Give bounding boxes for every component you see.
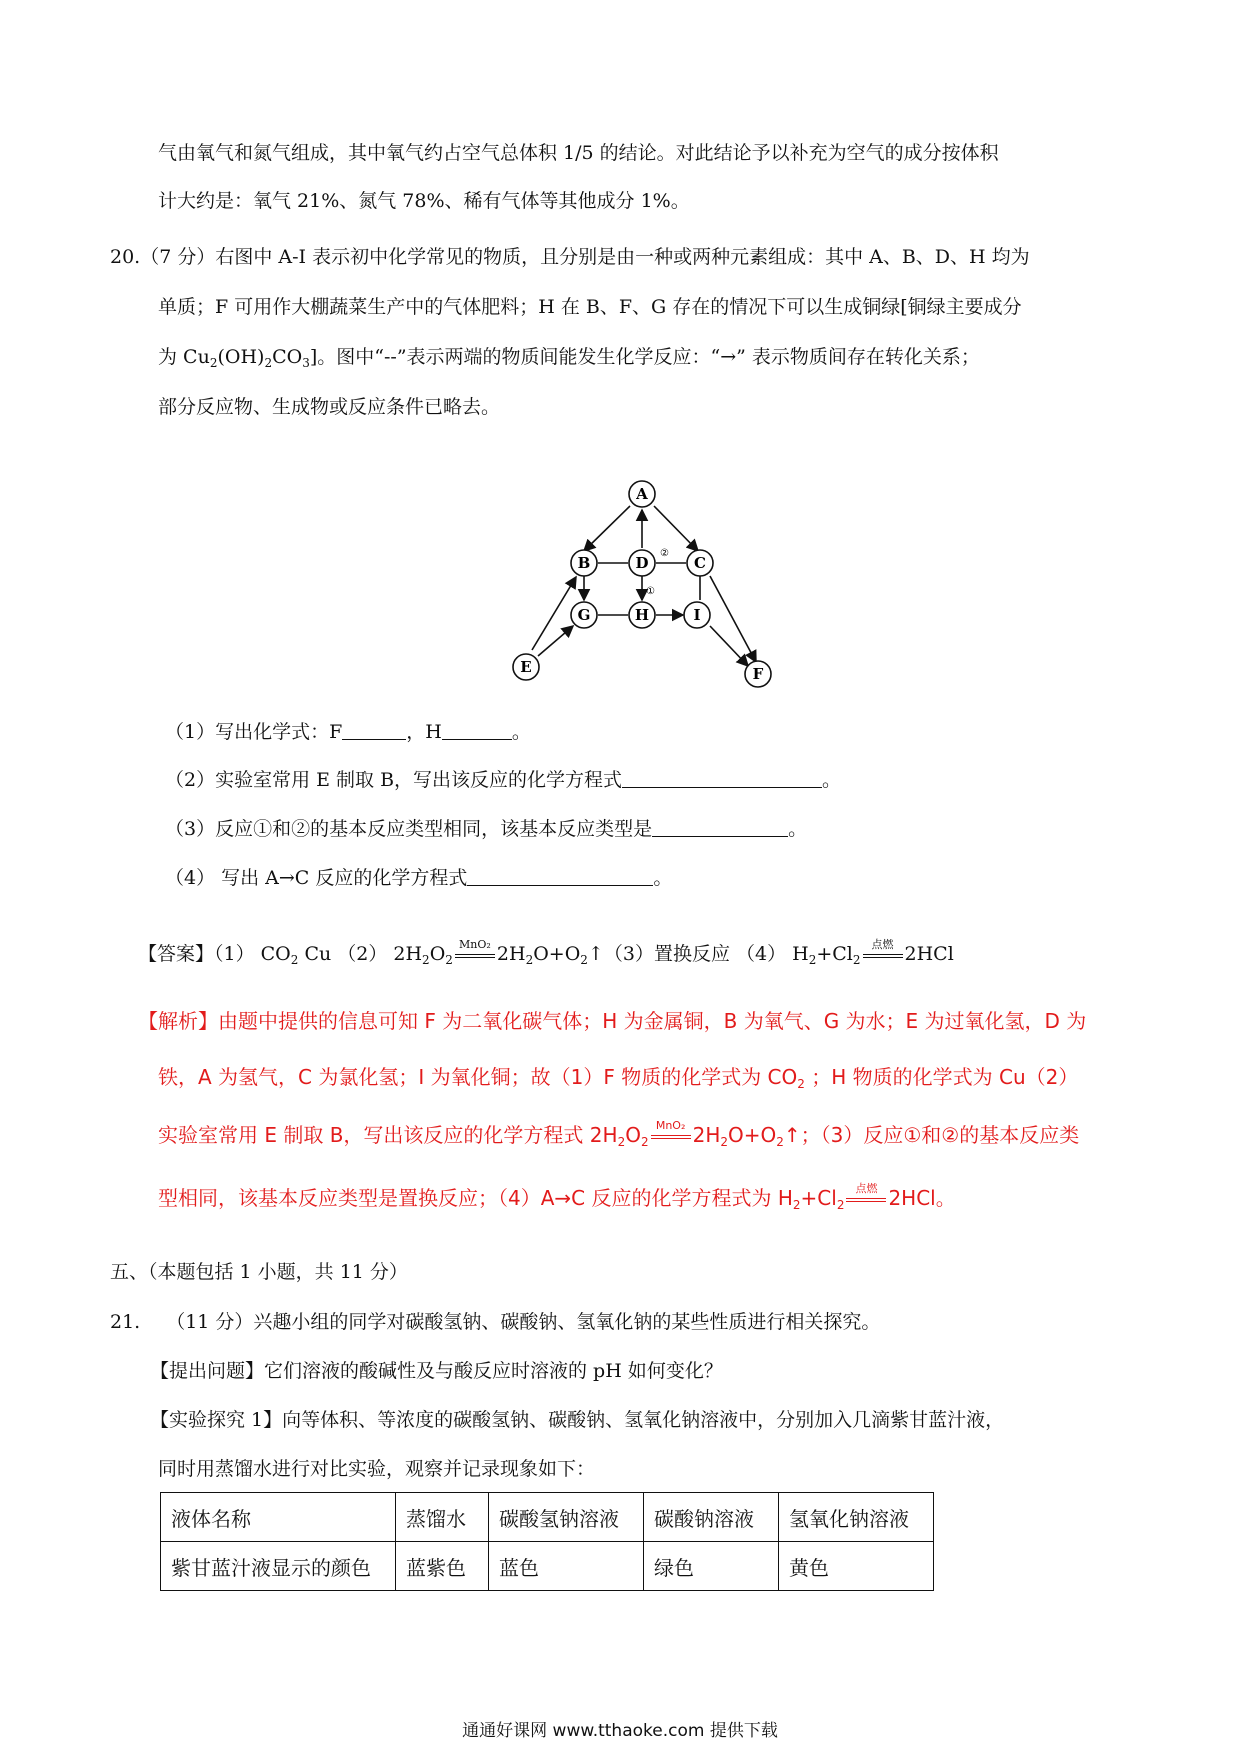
- answer-part: +Cl: [816, 943, 853, 965]
- q20-sub: 2: [264, 356, 273, 370]
- node-i: [684, 602, 710, 628]
- q20-sub3-label: （3）反应①和②的基本反应类型相同，该基本反应类型是: [165, 818, 653, 840]
- answer-sub: 2: [445, 953, 453, 967]
- reaction-condition: [844, 1184, 888, 1212]
- q20-line3-a: 为 Cu: [158, 346, 210, 368]
- answer-sub: 2: [808, 953, 817, 967]
- svg-text:A: A: [636, 485, 648, 503]
- svg-text:E: E: [520, 658, 532, 676]
- table-row: [161, 1542, 934, 1591]
- node-b: [571, 550, 597, 576]
- answer-part: O: [429, 943, 446, 965]
- answer-label: 【答案】: [138, 943, 215, 965]
- analysis-line-4: [158, 1184, 956, 1212]
- q21-exp1-line-2: 同时用蒸馏水进行对比实验，观察并记录现象如下：: [158, 1458, 596, 1480]
- table-cell: 碳酸钠溶液: [644, 1493, 779, 1542]
- q20-sub4-label: （4） 写出 A→C 反应的化学方程式: [165, 867, 468, 889]
- reaction-condition: [861, 940, 905, 968]
- table-cell: 蒸馏水: [396, 1493, 489, 1542]
- q20-sub4-end: 。: [653, 867, 673, 889]
- reaction-condition: [453, 940, 497, 968]
- q20-number: 20.: [110, 246, 141, 268]
- diagram-edges: [532, 506, 756, 666]
- intro-line-1: 气由氧气和氮气组成，其中氧气约占空气总体积 1/5 的结论。对此结论予以补充为空气的成分按体积: [158, 142, 999, 164]
- reaction-condition: [649, 1121, 693, 1149]
- table-cell: 蓝色: [489, 1542, 644, 1591]
- analysis-part: 2HCl。: [888, 1186, 956, 1210]
- q20-line3-d: ]。图中“--”表示两端的物质间能发生化学反应：“→” 表示物质间存在转化关系；: [309, 346, 980, 368]
- q20-sub-3: [165, 815, 807, 843]
- condition-label: 点燃: [871, 938, 894, 951]
- svg-text:C: C: [694, 554, 706, 572]
- analysis-sub: 2: [797, 1077, 805, 1091]
- answer-sub: 2: [422, 953, 430, 967]
- section-5-heading: 五、（本题包括 1 小题，共 11 分）: [110, 1261, 408, 1283]
- analysis-part: 2H: [692, 1123, 721, 1147]
- answer-part: Cu （2） 2H: [298, 943, 423, 965]
- answer-part: 2HCl: [904, 943, 954, 965]
- node-f: [745, 661, 771, 687]
- analysis-sub: 2: [640, 1135, 649, 1149]
- answer-sub: 2: [290, 953, 299, 967]
- answer-blank-reaction-type[interactable]: [652, 816, 788, 837]
- analysis-part: 型相同，该基本反应类型是置换反应；（4）A→C 反应的化学方程式为 H: [158, 1186, 793, 1210]
- edge-a-b: [584, 506, 630, 551]
- node-e: [513, 654, 539, 680]
- experiment-table: [160, 1492, 934, 1591]
- q20-sub: 2: [209, 356, 218, 370]
- table-cell: 绿色: [644, 1542, 779, 1591]
- answer-part: 2H: [496, 943, 526, 965]
- node-d: [629, 550, 655, 576]
- answer-part: （1） CO: [214, 943, 291, 965]
- q20-line-4: 部分反应物、生成物或反应条件已略去。: [158, 396, 501, 418]
- analysis-sub: 2: [776, 1135, 784, 1149]
- q20-sub3-end: 。: [788, 818, 808, 840]
- analysis-sub: 2: [720, 1135, 728, 1149]
- q20-sub-4: [165, 864, 672, 892]
- q21-line-1: [110, 1308, 880, 1336]
- answer-sub: 2: [525, 953, 534, 967]
- condition-label: MnO₂: [655, 1119, 686, 1132]
- analysis-line-2: [158, 1063, 1078, 1091]
- node-g: [571, 602, 597, 628]
- q20-sub-1: [165, 718, 531, 746]
- analysis-sub: 2: [792, 1198, 801, 1212]
- svg-text:F: F: [752, 665, 764, 683]
- edge-i-f: [710, 626, 748, 666]
- answer-blank-h[interactable]: [442, 719, 512, 740]
- edge-e-b: [532, 577, 576, 650]
- q20-line-2: 单质；F 可用作大棚蔬菜生产中的气体肥料；H 在 B、F、G 存在的情况下可以生成铜绿[铜绿主要成分: [158, 296, 1022, 318]
- page-footer: 通通好课网 www.tthaoke.com 提供下载: [462, 1721, 778, 1741]
- analysis-part: +Cl: [800, 1186, 837, 1210]
- table-cell: 碳酸氢钠溶液: [489, 1493, 644, 1542]
- q20-sub1-end: 。: [511, 721, 531, 743]
- q20-sub1-label: （1）写出化学式：F: [165, 721, 343, 743]
- table-cell: 紫甘蓝汁液显示的颜色: [161, 1542, 396, 1591]
- answer-blank-f[interactable]: [342, 719, 406, 740]
- q20-sub: 3: [302, 356, 310, 370]
- q21-text-1: （11 分）兴趣小组的同学对碳酸氢钠、碳酸钠、氢氧化钠的某些性质进行相关探究。: [166, 1311, 881, 1333]
- table-cell: 液体名称: [161, 1493, 396, 1542]
- q20-line-3: [158, 343, 980, 371]
- q20-sub2-label: （2）实验室常用 E 制取 B，写出该反应的化学方程式: [165, 769, 623, 791]
- analysis-part: O: [625, 1123, 641, 1147]
- mark-two: ②: [660, 548, 669, 559]
- analysis-line-3: [158, 1121, 1079, 1149]
- svg-text:I: I: [693, 606, 701, 624]
- reaction-diagram: [500, 470, 800, 700]
- q21-number: 21.: [110, 1311, 141, 1333]
- analysis-part: 铁，A 为氢气，C 为氯化氢；I 为氧化铜；故（1）F 物质的化学式为 CO: [158, 1065, 798, 1089]
- table-cell: 蓝紫色: [396, 1542, 489, 1591]
- answer-part: O+O: [533, 943, 581, 965]
- node-a: [629, 481, 655, 507]
- table-cell: 氢氧化钠溶液: [779, 1493, 934, 1542]
- svg-text:B: B: [577, 554, 591, 572]
- q21-exp1-line-1: 【实验探究 1】向等体积、等浓度的碳酸氢钠、碳酸钠、氢氧化钠溶液中，分别加入几滴紫甘蓝汁液，: [150, 1409, 1005, 1431]
- answer-blank-equation-1[interactable]: [622, 767, 822, 788]
- analysis-part: 实验室常用 E 制取 B，写出该反应的化学方程式 2H: [158, 1123, 618, 1147]
- analysis-line-1: 【解析】由题中提供的信息可知 F 为二氧化碳气体；H 为金属铜，B 为氧气、G 为水；E 为过氧化氢，D 为: [138, 1009, 1087, 1033]
- q20-line-1: [110, 243, 1030, 271]
- svg-text:H: H: [634, 606, 650, 624]
- q20-text-1: （7 分）右图中 A-I 表示初中化学常见的物质，且分别是由一种或两种元素组成：其中 A、B、D、H 均为: [140, 246, 1030, 268]
- mark-one: ①: [646, 586, 655, 597]
- condition-label: MnO₂: [459, 938, 491, 951]
- q20-sub-2: [165, 766, 841, 794]
- condition-label: 点燃: [855, 1182, 878, 1195]
- answer-part: ↑（3）置换反应 （4） H: [587, 943, 809, 965]
- q20-sub2-end: 。: [822, 769, 842, 791]
- q20-line3-b: (OH): [217, 346, 265, 368]
- answer-sub: 2: [580, 953, 588, 967]
- table-header-row: [161, 1493, 934, 1542]
- q20-sub1-h: ，H: [406, 721, 442, 743]
- answer-sub: 2: [852, 953, 861, 967]
- analysis-part: ；H 物质的化学式为 Cu（2）: [804, 1065, 1079, 1089]
- analysis-part: ↑；（3）反应①和②的基本反应类: [783, 1123, 1080, 1147]
- node-h: [629, 602, 655, 628]
- answer-line: [138, 940, 954, 968]
- analysis-part: O+O: [728, 1123, 777, 1147]
- q21-ask: 【提出问题】它们溶液的酸碱性及与酸反应时溶液的 pH 如何变化？: [150, 1360, 723, 1382]
- q20-line3-c: CO: [272, 346, 303, 368]
- node-c: [687, 550, 713, 576]
- table-cell: 黄色: [779, 1542, 934, 1591]
- svg-text:D: D: [635, 554, 649, 572]
- answer-blank-equation-2[interactable]: [467, 865, 653, 886]
- svg-text:G: G: [577, 606, 591, 624]
- analysis-sub: 2: [836, 1198, 845, 1212]
- analysis-sub: 2: [617, 1135, 626, 1149]
- intro-line-2: 计大约是：氧气 21%、氮气 78%、稀有气体等其他成分 1%。: [158, 190, 690, 212]
- edge-a-c: [654, 506, 698, 551]
